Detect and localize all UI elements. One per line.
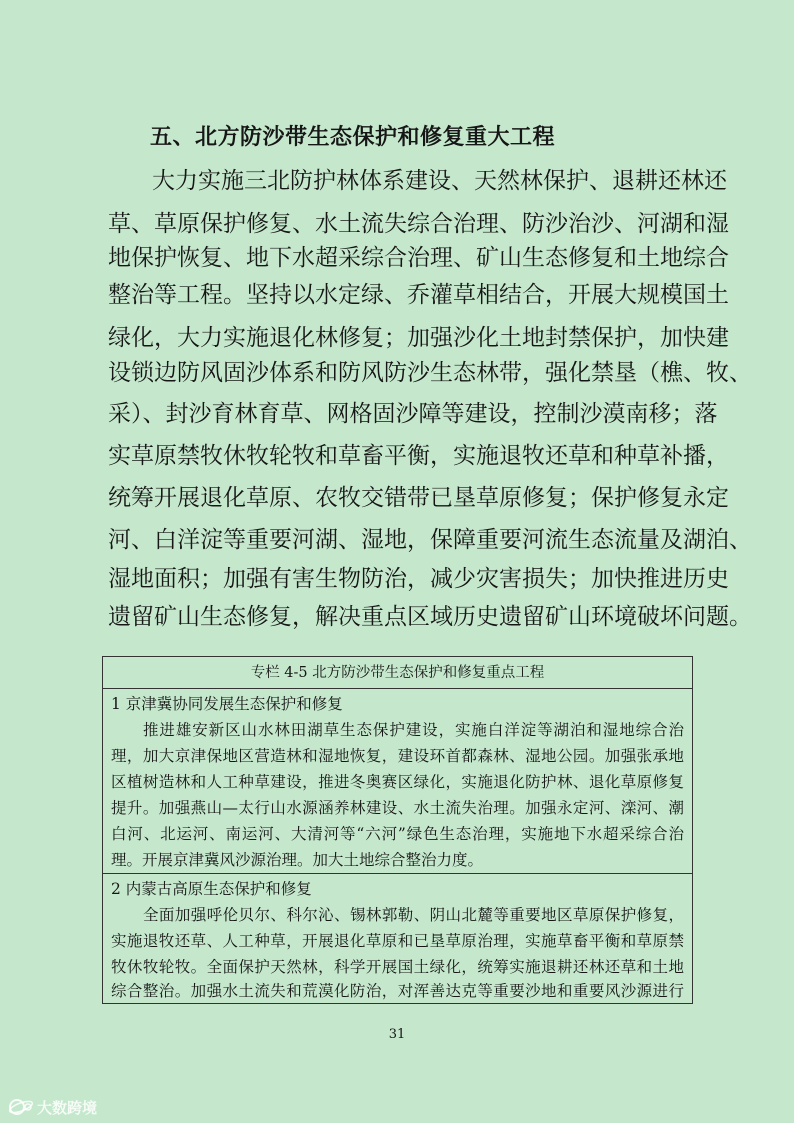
table-line: 牧休牧轮牧。全面保护天然林，科学开展国土绿化，统筹实施退耕还林还草和土地 xyxy=(111,958,684,976)
table-line: 白河、北运河、南运河、大清河等“六河”绿色生态治理，实施地下水超采综合治 xyxy=(111,825,684,843)
paragraph-line: 遗留矿山生态修复，解决重点区域历史遗留矿山环境破坏问题。 xyxy=(108,604,752,630)
table-section xyxy=(103,873,692,1004)
globe-logo-icon xyxy=(8,1098,34,1116)
paragraph-line: 实草原禁牧休牧轮牧和草畜平衡，实施退牧还草和种草补播， xyxy=(108,443,729,469)
paragraph-line: 河、白洋淀等重要河湖、湿地，保障重要河流生态流量及湖泊、 xyxy=(108,527,752,553)
column-box-table xyxy=(102,656,693,1004)
table-line: 全面加强呼伦贝尔、科尔沁、锡林郭勒、阴山北麓等重要地区草原保护修复， xyxy=(143,906,684,924)
section-heading: 五、北方防沙带生态保护和修复重大工程 xyxy=(150,125,556,150)
table-line: 提升。加强燕山—太行山水源涵养林建设、水土流失治理。加强永定河、滦河、潮 xyxy=(111,799,684,817)
paragraph-line: 采）、封沙育林育草、网格固沙障等建设，控制沙漠南移；落 xyxy=(108,401,718,427)
paragraph-line: 湿地面积；加强有害生物防治，减少灾害损失；加快推进历史 xyxy=(108,566,729,592)
paragraph-line: 地保护恢复、地下水超采综合治理、矿山生态修复和土地综合 xyxy=(108,245,729,271)
page-number: 31 xyxy=(388,1027,406,1042)
table-line: 理，加大京津保地区营造林和湿地恢复，建设环首都森林、湿地公园。加强张承地 xyxy=(111,747,684,765)
table-section-title: 1 京津冀协同发展生态保护和修复 xyxy=(111,695,343,713)
paragraph-line: 大力实施三北防护林体系建设、天然林保护、退耕还林还 xyxy=(152,168,727,194)
table-section xyxy=(103,688,692,872)
paragraph-line: 草、草原保护修复、水土流失综合治理、防沙治沙、河湖和湿 xyxy=(108,211,729,237)
table-line: 区植树造林和人工种草建设，推进冬奥赛区绿化，实施退化防护林、退化草原修复 xyxy=(111,773,684,791)
table-line: 实施退牧还草、人工种草，开展退化草原和已垦草原治理，实施草畜平衡和草原禁 xyxy=(111,932,684,950)
table-line: 推进雄安新区山水林田湖草生态保护建设，实施白洋淀等湖泊和湿地综合治 xyxy=(143,721,684,739)
table-caption: 专栏 4-5 北方防沙带生态保护和修复重点工程 xyxy=(250,665,545,681)
watermark-text: 大数跨境 xyxy=(37,1098,98,1117)
watermark xyxy=(8,1096,97,1118)
paragraph-line: 设锁边防风固沙体系和防风防沙生态林带，强化禁垦（樵、牧、 xyxy=(108,360,752,386)
paragraph-line: 绿化，大力实施退化林修复；加强沙化土地封禁保护，加快建 xyxy=(108,325,729,351)
paragraph-line: 统筹开展退化草原、农牧交错带已垦草原修复；保护修复永定 xyxy=(108,485,729,511)
paragraph-line: 整治等工程。坚持以水定绿、乔灌草相结合，开展大规模国土 xyxy=(108,282,729,308)
table-section-title: 2 内蒙古高原生态保护和修复 xyxy=(111,880,312,898)
table-line: 综合整治。加强水土流失和荒漠化防治，对浑善达克等重要沙地和重要风沙源进行 xyxy=(111,982,684,1000)
table-line: 理。开展京津冀风沙源治理。加大土地综合整治力度。 xyxy=(111,851,484,869)
